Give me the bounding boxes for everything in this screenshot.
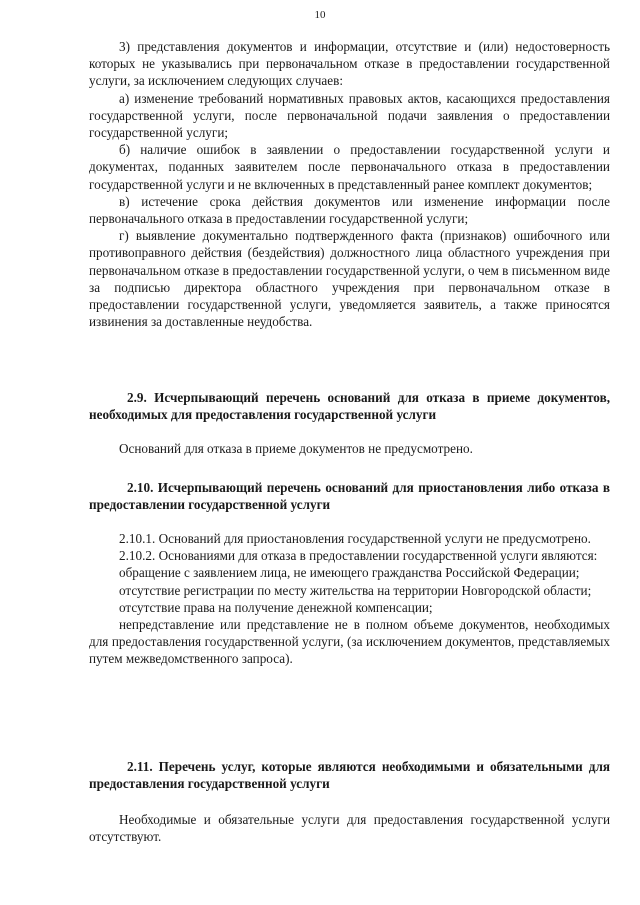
- intro-block: [89, 38, 610, 330]
- paragraph-2-10-2: 2.10.2. Основаниями для отказа в предоставлении государственной услуги являются:: [119, 548, 598, 564]
- section-heading: 2.9. Исчерпывающий перечень оснований для отказа в приеме документов, необходимых для предоставления государственной услуги: [89, 390, 610, 423]
- section-2-11-body: [89, 811, 610, 845]
- section-2-9-body: [89, 440, 610, 457]
- list-item: обращение с заявлением лица, не имеющего гражданства Российской Федерации;: [119, 565, 580, 581]
- list-item: непредставление или представление не в полном объеме документов, необходимых для предоставления государственной услуги, (за исключением документов, представляемых путем межведомственного запроса).: [89, 617, 610, 667]
- page-number: 10: [314, 9, 326, 21]
- list-item: отсутствие регистрации по месту жительства на территории Новгородской области;: [119, 582, 592, 598]
- section-2-9-heading-block: [89, 389, 610, 423]
- paragraph-subitem-b: б) наличие ошибок в заявлении о предоставлении государственной услуги и документах, поданных заявителем после первоначального отказа в предоставлении государственной услуги и не включенных в представленный ранее комплект документов;: [89, 142, 610, 192]
- section-heading: 2.10. Исчерпывающий перечень оснований для приостановления либо отказа в предоставлении государственной услуги: [89, 480, 610, 513]
- list-item: отсутствие права на получение денежной компенсации;: [119, 599, 433, 615]
- section-heading: 2.11. Перечень услуг, которые являются необходимыми и обязательными для предоставления государственной услуги: [89, 759, 610, 792]
- paragraph-subitem-v: в) истечение срока действия документов или изменение информации после первоначального отказа в предоставлении государственной услуги;: [89, 193, 610, 227]
- section-2-11-heading-block: [89, 758, 610, 792]
- paragraph-subitem-g: г) выявление документально подтвержденного факта (признаков) ошибочного или противоправного действия (бездействия) должностного лица областного учреждения при первоначальном отказе в предоставлении государственной услуги, о чем в письменном виде за подписью директора областного учреждения при первоначальном отказе в предоставлении государственной услуги, уведомляется заявитель, а также приносятся извинения за доставленные неудобства.: [89, 228, 610, 330]
- section-2-10-body: [89, 530, 610, 668]
- paragraph: Оснований для отказа в приеме документов не предусмотрено.: [119, 441, 473, 456]
- paragraph-2-10-1: 2.10.1. Оснований для приостановления государственной услуги не предусмотрено.: [119, 531, 591, 546]
- section-2-10-heading-block: [89, 479, 610, 513]
- paragraph: Необходимые и обязательные услуги для предоставления государственной услуги отсутствуют.: [89, 812, 610, 845]
- paragraph-subitem-a: а) изменение требований нормативных правовых актов, касающихся предоставления государственной услуги, после первоначальной подачи заявления о предоставлении государственной услуги;: [89, 90, 610, 141]
- paragraph-item-3: 3) представления документов и информации, отсутствие и (или) недостоверность которых не указывались при первоначальном отказе в предоставлении государственной услуги, за исключением следующих случаев:: [89, 39, 610, 89]
